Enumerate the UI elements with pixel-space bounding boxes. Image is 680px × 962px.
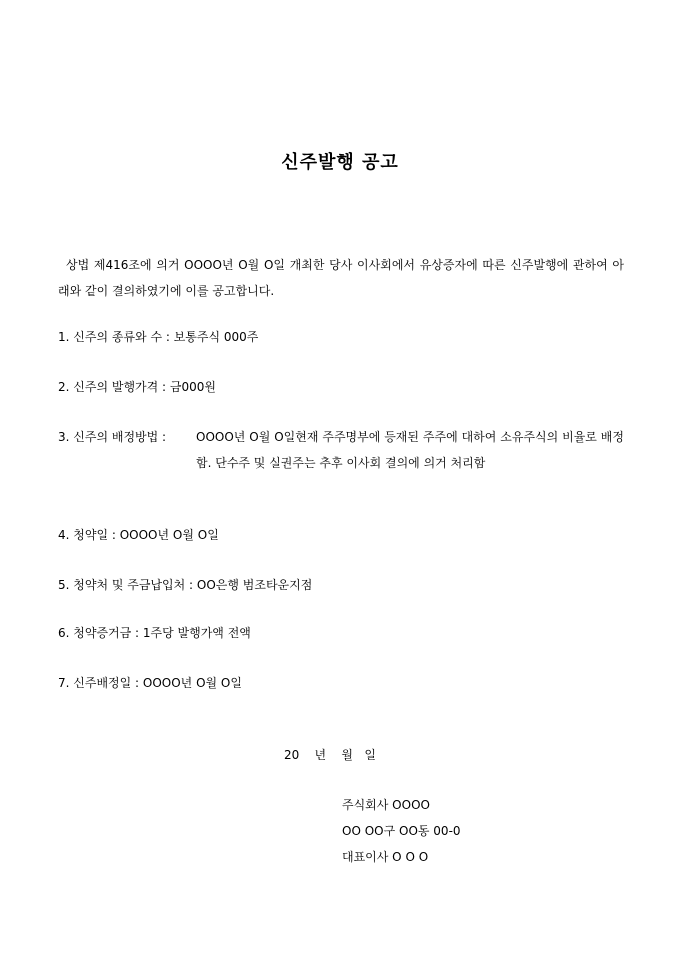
signature-address: OO OO구 OO동 00-0 xyxy=(342,824,461,838)
item-subscription-date: 4. 청약일 : OOOO년 O월 O일 xyxy=(58,528,219,542)
item-subscription-place: 5. 청약처 및 주금납입처 : OO은행 범조타운지점 xyxy=(58,578,313,592)
item-allocation-body: OOOO년 O월 O일현재 주주명부에 등재된 주주에 대하여 소유주식의 비율로 배정함. 단수주 및 실권주는 추후 이사회 결의에 의거 처리함 xyxy=(196,430,624,470)
item-issue-price: 2. 신주의 발행가격 : 금000원 xyxy=(58,380,216,394)
signature-company: 주식회사 OOOO xyxy=(342,798,430,812)
document-title: 신주발행 공고 xyxy=(281,152,399,173)
item-share-type: 1. 신주의 종류와 수 : 보통주식 000주 xyxy=(58,330,259,344)
item-deposit: 6. 청약증거금 : 1주당 발행가액 전액 xyxy=(58,626,251,640)
notice-date: 20 년 월 일 xyxy=(284,748,377,762)
item-allocation-label: 3. 신주의 배정방법 : xyxy=(58,430,167,444)
signature-representative: 대표이사 O O O xyxy=(342,850,429,864)
item-allocation-date: 7. 신주배정일 : OOOO년 O월 O일 xyxy=(58,676,242,690)
intro-paragraph: 상법 제416조에 의거 OOOO년 O월 O일 개최한 당사 이사회에서 유상증자에 따른 신주발행에 관하여 아래와 같이 결의하였기에 이를 공고합니다. xyxy=(58,258,624,298)
